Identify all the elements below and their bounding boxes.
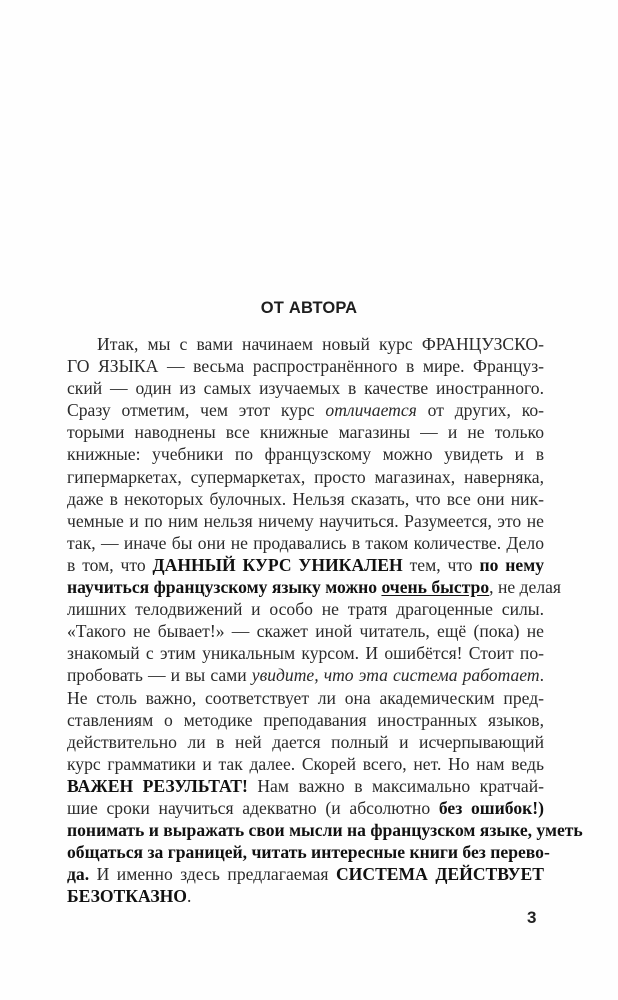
text-run: торыми наводнены все книжные магазины — и не только — [67, 422, 544, 443]
bold-text — [381, 577, 489, 597]
text-run: ставлениям о методике преподавания иностранных языков, — [67, 709, 544, 730]
text-line — [67, 399, 544, 421]
text-run: от других, ко- — [416, 400, 545, 421]
text-run: знакомый с этим уникальным курсом. И ошибётся! Стоит по- — [67, 643, 544, 664]
text-run: . — [186, 886, 192, 907]
text-run: в том, что — [67, 554, 153, 575]
text-line — [67, 664, 544, 686]
bold-text: ДАННЫЙ КУРС УНИКАЛЕН — [152, 554, 403, 575]
text-run: Итак, мы с вами начинаем новый курс — [97, 334, 422, 354]
section-heading: ОТ АВТОРА — [260, 299, 358, 317]
text-line — [67, 885, 544, 907]
text-run: пробовать — и вы сами — [67, 665, 252, 686]
text-run: курс грамматики и так далее. Скорей всего, нет. Но нам ведь — [67, 753, 544, 774]
text-run: , не делая — [489, 577, 562, 598]
italic-text: отличается — [325, 400, 417, 421]
text-run: Сразу отметим, чем этот курс — [67, 400, 326, 421]
text-run: ФРАНЦУЗСКО- — [421, 334, 544, 354]
text-run: Не столь важно, соответствует ли она академическим пред- — [67, 687, 544, 708]
text-line — [67, 466, 544, 488]
bold-text: понимать и выражать свои мысли на французском языке, уметь — [67, 820, 583, 841]
bold-text: БЕЗОТКАЗНО — [67, 886, 187, 907]
bold-text: общаться за границей, читать интересные книги без перево- — [67, 842, 550, 863]
text-run: шие сроки научиться адекватно (и абсолютно — [67, 797, 439, 818]
text-line — [67, 753, 544, 775]
text-line — [67, 687, 544, 709]
text-run: лишних телодвижений и особо не тратя драгоценные силы. — [67, 599, 544, 620]
text-line — [67, 377, 544, 399]
text-run: книжные: учебники по французскому можно увидеть и в — [67, 444, 544, 465]
text-line — [67, 709, 544, 731]
text-run: И именно здесь предлагаемая — [89, 864, 336, 885]
text-run: чемные и по ним нельзя ничему научиться. Разумеется, это не — [67, 510, 544, 531]
text-line — [67, 443, 544, 465]
italic-text: увидите, что эта система работает — [251, 665, 540, 686]
text-line — [67, 333, 544, 355]
text-run: ГО ЯЗЫКА — весьма распространённого в мире. Француз- — [67, 356, 544, 377]
text-run: так, — иначе бы они не продавались в таком количестве. Дело — [67, 532, 544, 553]
bold-text: по нему — [479, 554, 545, 575]
bold-text: да. — [67, 864, 90, 885]
text-line — [67, 554, 544, 576]
bold-text: научиться французскому языку можно — [67, 577, 382, 598]
text-line — [67, 797, 544, 819]
text-line — [67, 819, 583, 841]
text-line — [67, 863, 544, 885]
text-run: действительно ли в ней дается полный и исчерпывающий — [67, 731, 544, 752]
bold-text: без ошибок!) — [438, 797, 544, 818]
text-run: гипермаркетах, супермаркетах, просто магазинах, наверняка, — [67, 466, 544, 487]
text-line — [67, 841, 550, 863]
text-run: . — [539, 665, 544, 686]
text-run: ский — один из самых изучаемых в качестве иностранного. — [67, 378, 544, 399]
text-run: Нам важно в максимально кратчай- — [247, 775, 545, 796]
text-line — [67, 642, 544, 664]
bold-text: ВАЖЕН РЕЗУЛЬТАТ! — [67, 775, 248, 796]
text-line — [67, 620, 544, 642]
text-line — [67, 532, 544, 554]
text-line — [67, 355, 544, 377]
body-paragraph — [67, 333, 583, 907]
text-run: даже в некоторых булочных. Нельзя сказать, что все они ник- — [67, 488, 544, 509]
text-line — [67, 775, 544, 797]
text-line — [67, 598, 544, 620]
text-line — [67, 488, 544, 510]
text-line — [67, 731, 544, 753]
bold-text: СИСТЕМА ДЕЙСТВУЕТ — [335, 864, 544, 885]
underlined-text: очень быстро — [381, 577, 490, 598]
text-line — [67, 421, 544, 443]
page-number: 3 — [527, 908, 537, 927]
text-run: «Такого не бывает!» — скажет иной читатель, ещё (пока) не — [67, 621, 544, 642]
text-run: тем, что — [402, 554, 480, 575]
text-line — [67, 510, 544, 532]
text-line — [67, 576, 562, 598]
